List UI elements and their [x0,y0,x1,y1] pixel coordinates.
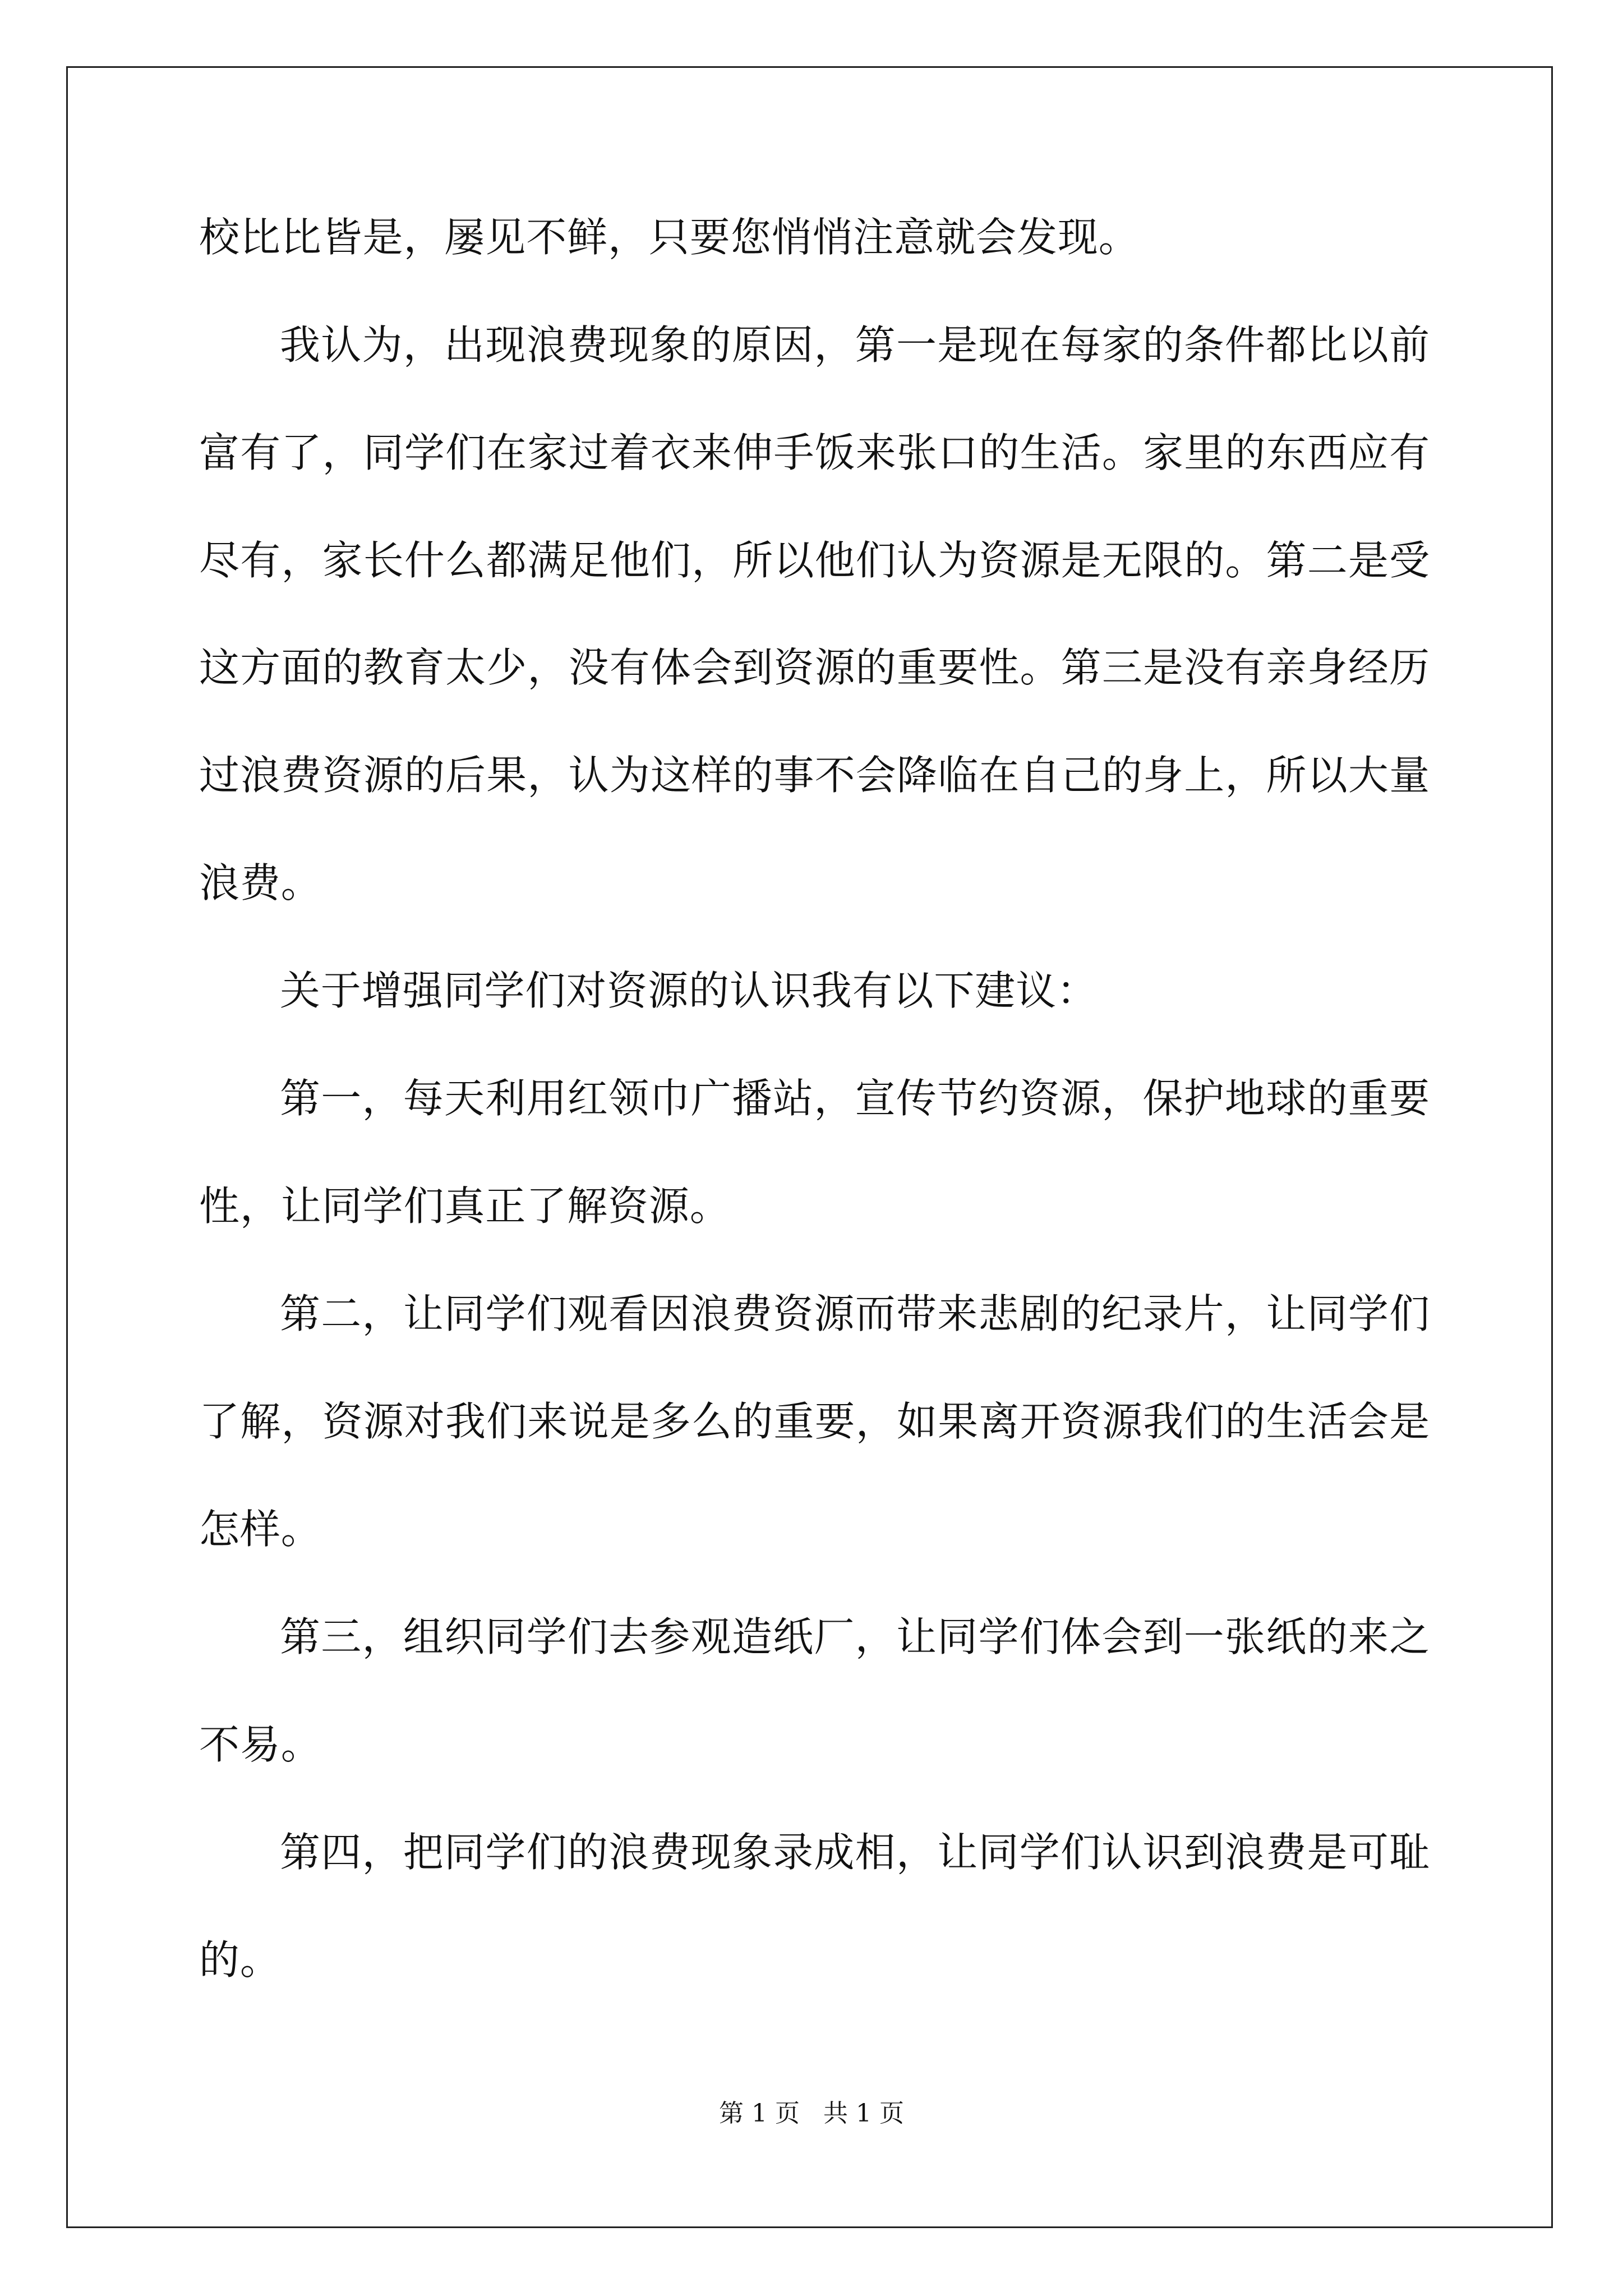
page-number: 第 1 页 [719,2099,800,2128]
text-line: 第二，让同学们观看因浪费资源而带来悲剧的纪录片，让同学们 [280,1290,1430,1337]
text-line: 我认为，出现浪费现象的原因，第一是现在每家的条件都比以前 [280,321,1430,369]
text-line: 第三，组织同学们去参观造纸厂，让同学们体会到一张纸的来之 [280,1613,1430,1660]
text-line: 了解，资源对我们来说是多么的重要，如果离开资源我们的生活会是 [199,1398,1430,1445]
page-border [66,66,1553,2228]
text-line: 第四，把同学们的浪费现象录成相，让同学们认识到浪费是可耻 [280,1829,1430,1876]
text-line: 不易。 [199,1721,322,1768]
page-total: 共 1 页 [823,2099,904,2128]
text-line: 尽有，家长什么都满足他们，所以他们认为资源是无限的。第二是受 [199,537,1430,584]
page-footer [0,2097,1623,2131]
text-line: 的。 [199,1936,281,1984]
text-line: 性，让同学们真正了解资源。 [199,1182,731,1230]
text-line: 过浪费资源的后果，认为这样的事不会降临在自己的身上，所以大量 [199,752,1430,799]
text-line: 怎样。 [199,1506,322,1553]
text-line: 富有了，同学们在家过着衣来伸手饭来张口的生活。家里的东西应有 [199,429,1430,476]
text-line: 浪费。 [199,859,322,907]
text-line: 第一，每天利用红领巾广播站，宣传节约资源，保护地球的重要 [280,1075,1430,1122]
text-line: 这方面的教育太少，没有体会到资源的重要性。第三是没有亲身经历 [199,644,1430,691]
text-line: 校比比皆是，屡见不鲜，只要您悄悄注意就会发现。 [199,214,1140,261]
text-line: 关于增强同学们对资源的认识我有以下建议： [280,967,1098,1014]
